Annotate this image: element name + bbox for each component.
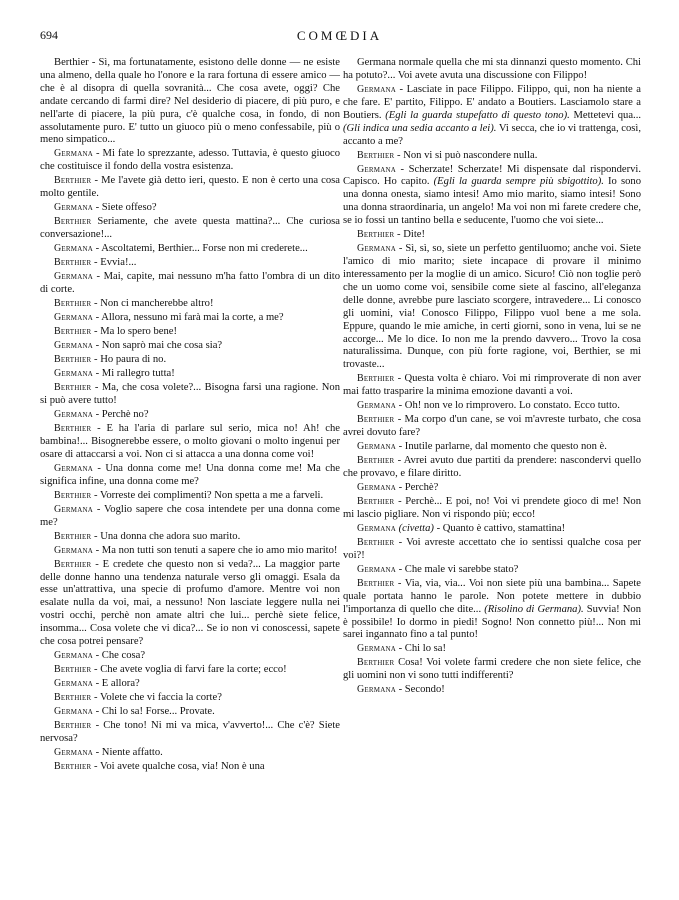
dialogue-paragraph	[40, 340, 340, 353]
dialogue-paragraph	[343, 229, 641, 242]
speaker-name: Berthier	[54, 692, 92, 704]
speaker-name: Germana	[357, 563, 396, 575]
dialogue-paragraph	[40, 298, 340, 311]
speaker-name: Berthier	[357, 149, 395, 161]
dialogue-text: - E allora?	[92, 678, 140, 690]
dialogue-text: - Inutile parlarne, dal momento che questo non è.	[395, 441, 607, 453]
speaker-name: Germana	[357, 163, 396, 175]
dialogue-paragraph	[40, 545, 340, 558]
dialogue-text: - Lasciate in pace Filippo. Filippo, qui, non ha niente a che fare. E' partito, Filippo. E' andato a Boutiers. Lasciamolo stare a Boutiers.	[343, 83, 641, 121]
dialogue-text: - Non saprò mai che cosa sia?	[92, 340, 223, 352]
dialogue-text: - Non ci mancherebbe altro!	[91, 298, 214, 310]
right-text-column	[343, 57, 641, 698]
dialogue-text: - Chi lo sa!	[395, 643, 446, 655]
dialogue-text: Cosa! Voi volete farmi credere che non siete felice, che gli uomini non vi sono tutti indifferenti?	[343, 657, 641, 682]
dialogue-paragraph	[40, 761, 340, 774]
dialogue-text: - Mai, capite, mai nessuno m'ha fatto l'ombra di un dito di corte.	[40, 271, 340, 296]
dialogue-text: - Vorreste dei complimenti? Non spetta a me a farveli.	[91, 489, 324, 501]
dialogue-text: - Non vi si può nascondere nulla.	[394, 149, 538, 161]
dialogue-text: - Una donna come me! Una donna come me! Ma che significa infine, una donna come me?	[40, 462, 340, 487]
speaker-name: Berthier	[54, 760, 92, 772]
speaker-name: Germana	[357, 243, 396, 255]
speaker-name: Berthier	[54, 298, 92, 310]
dialogue-text: - Siete offeso?	[92, 202, 157, 214]
dialogue-paragraph	[343, 243, 641, 372]
speaker-name: Berthier	[54, 216, 92, 228]
speaker-name: Germana	[54, 462, 93, 474]
speaker-name: Germana	[357, 684, 396, 696]
dialogue-text: - Perchè?	[395, 482, 439, 494]
dialogue-paragraph	[343, 441, 641, 454]
speaker-name: Berthier	[357, 577, 395, 589]
dialogue-text: - Avrei avuto due partiti da prendere: nascondervi quello che provavo, e filare diritto.	[343, 455, 641, 480]
dialogue-text: - Via, via, via... Voi non siete più una bambina... Sapete quale portata hanno le parole. Non potete mettere in dubbio l'importanza di quello che dite...	[343, 577, 641, 615]
dialogue-paragraph	[40, 368, 340, 381]
running-title: COMŒDIA	[296, 28, 383, 43]
stage-direction: (Egli la guarda sempre più sbigottito).	[433, 176, 604, 188]
speaker-name: Germana	[54, 148, 93, 160]
dialogue-paragraph	[40, 57, 340, 147]
dialogue-text: - Questa volta è chiaro. Voi mi rimproverate di non aver mai fatto trasparire la minima emozione davanti a voi.	[343, 373, 641, 398]
dialogue-paragraph	[343, 537, 641, 563]
speaker-name: Berthier	[54, 720, 92, 732]
dialogue-text: - Una donna che adora suo marito.	[91, 530, 241, 542]
dialogue-text: Vi secca, che io vi trattenga, così, accanto a me?	[343, 122, 641, 147]
speaker-name: Berthier	[54, 175, 92, 187]
dialogue-text: - Voi avreste accettato che io sentissi qualche cosa per voi?!	[343, 536, 641, 561]
dialogue-paragraph	[40, 202, 340, 215]
speaker-name: Germana	[54, 678, 93, 690]
dialogue-paragraph	[40, 257, 340, 270]
dialogue-paragraph	[40, 706, 340, 719]
speaker-name: Berthier	[54, 326, 92, 338]
dialogue-paragraph	[40, 531, 340, 544]
speaker-name: Berthier	[54, 422, 92, 434]
dialogue-paragraph	[343, 482, 641, 495]
speaker-name: Berthier	[54, 664, 92, 676]
dialogue-paragraph	[40, 354, 340, 367]
dialogue-paragraph	[40, 382, 340, 408]
dialogue-text: - Ho paura di no.	[91, 354, 167, 366]
dialogue-text: Suvvia! Non è possibile! Io dormo in piedi! Sogno! Non connetto più!... Non mi sarei ingannato fino a tal punto!	[343, 603, 642, 641]
dialogue-paragraph	[40, 175, 340, 201]
speaker-name: Berthier	[54, 558, 92, 570]
dialogue-text: - Voi avete qualche cosa, via! Non è una	[91, 760, 265, 772]
dialogue-paragraph	[343, 578, 641, 643]
speaker-name: Germana	[357, 643, 396, 655]
dialogue-paragraph	[40, 490, 340, 503]
dialogue-text: - Che male vi sarebbe stato?	[395, 563, 519, 575]
speaker-name: Berthier	[54, 382, 92, 394]
dialogue-text: - Che avete voglia di farvi fare la corte; ecco!	[91, 664, 287, 676]
dialogue-text: Io sono una donna onesta, siamo intesi! Amo mio marito, siamo intesi! Sono una donna straordinaria, un angelo! Ma voi non mi farete credere che, se io fossi un tantino bella e seducente, l'uomo che voi siete...	[343, 176, 641, 227]
dialogue-paragraph	[343, 564, 641, 577]
speaker-name: Berthier	[54, 354, 92, 366]
speaker-name: Germana	[54, 243, 93, 255]
dialogue-text: - Me l'avete già detto ieri, questo. E non è certo una cosa molto gentile.	[40, 175, 340, 200]
dialogue-text: Germana normale quella che mi sta dinnanzi questo momento. Chi ha potuto?... Voi avete avuta una discussione con Filippo!	[343, 57, 641, 81]
speaker-name: Germana	[54, 746, 93, 758]
dialogue-text: - Scherzate! Scherzate! Mi dispensate dal rispondervi. Capisco. Ho capito.	[343, 163, 641, 188]
dialogue-text: - Niente affatto.	[92, 746, 163, 758]
speaker-name: Berthier	[357, 536, 395, 548]
dialogue-paragraph	[40, 326, 340, 339]
dialogue-paragraph	[40, 243, 340, 256]
speaker-name: Germana	[54, 544, 93, 556]
dialogue-paragraph	[343, 684, 641, 697]
dialogue-paragraph	[40, 720, 340, 746]
dialogue-paragraph	[40, 148, 340, 174]
dialogue-paragraph	[40, 664, 340, 677]
dialogue-text: - Volete che vi faccia la corte?	[91, 692, 222, 704]
dialogue-text: - Ascoltatemi, Berthier... Forse non mi crederete...	[92, 243, 308, 255]
speaker-name: Germana	[357, 482, 396, 494]
dialogue-text: - Quanto è cattivo, stamattina!	[433, 522, 566, 534]
dialogue-paragraph	[343, 373, 641, 399]
dialogue-paragraph	[343, 496, 641, 522]
dialogue-text: - Sì, sì, so, siete un perfetto gentiluomo; anche voi. Siete l'amico di mio marito; siete incapace di provare il minimo interessamento per la moglie di un amico. Sicuro! Ciò non toglie però che un uomo come voi, sensibile come siete al fascino, all'eleganza delle donne, avrebbe pure lasciato scorgere, intravedere... Li conosco gli uomini, via! Conosco Filippo, Filippo vuol bene a me sola. Eppure, quando le mie amiche, in certi giorni, sono in vena, lui se ne accorge... Me lo dice. Io non me la prendo davvero... Trovo la cosa naturalissima. Dunque, con più forte ragione, voi, Berthier, se mi trovaste...	[343, 243, 641, 371]
dialogue-paragraph	[40, 747, 340, 760]
speaker-name: Berthier	[357, 455, 395, 467]
dialogue-text: - E credete che questo non si veda?... La maggior parte delle donne hanno una tendenza naturale verso gli omaggi. Esala da esse un'attrattiva, una specie di profumo d'amore. Mentre voi non esalate nulla da voi, mai, a nessuno! Non lasciate leggere nulla nei vostri occhi, perchè non amate altri che lui... perchè siete felice, insomma... Cosa volete che vi dica?... Se io non vi conoscessi, sapete che cosa potrei pensare?	[40, 558, 340, 648]
left-text-column	[40, 57, 340, 775]
dialogue-text: - Allora, nessuno mi farà mai la corte, a me?	[92, 312, 284, 324]
dialogue-text: - Mi rallegro tutta!	[92, 368, 175, 380]
dialogue-paragraph	[40, 678, 340, 691]
dialogue-paragraph	[40, 423, 340, 462]
page-header	[40, 28, 639, 48]
dialogue-paragraph	[40, 559, 340, 649]
dialogue-text: - Secondo!	[395, 684, 445, 696]
page-number: 694	[40, 28, 58, 42]
dialogue-text: Berthier - Sì, ma fortunatamente, esistono delle donne — ne esiste una almeno, della quale ho l'onore e la rara fortuna di essere amico — che è al disopra di quella sovranità... Che cosa avete, oggi? Che andate cercando di farmi dire? Nel desiderio di piacere, di più puro, e nell'arte di piacere, la più pura, c'è qualche cosa, in fondo, di non assolutamente puro. E' tutto un giuoco più o meno confessabile, più o meno simpatico...	[40, 57, 340, 146]
dialogue-text: - Evvia!...	[91, 257, 137, 269]
speaker-name: Germana	[54, 503, 93, 515]
speaker-name: Berthier	[357, 414, 395, 426]
dialogue-text: - Ma non tutti son tenuti a sapere che io amo mio marito!	[92, 544, 338, 556]
stage-direction: (Risolino di Germana).	[484, 603, 584, 615]
speaker-name: Germana	[54, 408, 93, 420]
speaker-name: Berthier	[357, 229, 395, 241]
dialogue-text: - E ha l'aria di parlare sul serio, mica no! Ah! che bambina!... Bisognerebbe essere, o molto giovani o molto ingenui per osare di attaccarsi a voi. Non ci si attacca a una donna come voi!	[40, 422, 340, 460]
dialogue-paragraph	[343, 657, 641, 683]
dialogue-paragraph	[343, 164, 641, 229]
speaker-name: Germana	[357, 441, 396, 453]
dialogue-paragraph	[40, 271, 340, 297]
dialogue-text: - Che cosa?	[92, 650, 146, 662]
dialogue-paragraph	[40, 409, 340, 422]
dialogue-paragraph	[40, 463, 340, 489]
speaker-name: Berthier	[54, 257, 92, 269]
dialogue-paragraph	[343, 643, 641, 656]
speaker-name: Germana	[357, 83, 396, 95]
speaker-name: Germana	[357, 400, 396, 412]
speaker-name: Berthier	[357, 496, 395, 508]
dialogue-text: - Oh! non ve lo rimprovero. Lo constato. Ecco tutto.	[395, 400, 620, 412]
speaker-name: Berthier	[357, 373, 395, 385]
dialogue-paragraph	[40, 692, 340, 705]
dialogue-text: - Perchè no?	[92, 408, 149, 420]
stage-direction: (Gli indica una sedia accanto a lei).	[343, 122, 497, 134]
stage-direction: (Egli la guarda stupefatto di questo tono).	[385, 109, 570, 121]
dialogue-paragraph	[343, 523, 641, 536]
dialogue-text: Mettetevi qua...	[569, 109, 641, 121]
dialogue-text: - Che tono! Ni mi va mica, v'avverto!... Che c'è? Siete nervosa?	[40, 720, 340, 744]
speaker-name: Germana	[54, 368, 93, 380]
speaker-name: Berthier	[54, 530, 92, 542]
dialogue-paragraph	[343, 84, 641, 149]
dialogue-text: Seriamente, che avete questa mattina?... Che curiosa conversazione!...	[40, 216, 340, 241]
dialogue-text: - Mi fate lo sprezzante, adesso. Tuttavia, è questo giuoco che costituisce il fondo della vostra esistenza.	[40, 148, 340, 173]
speaker-name: Germana	[54, 312, 93, 324]
dialogue-paragraph	[40, 312, 340, 325]
dialogue-paragraph	[343, 150, 641, 163]
dialogue-text: - Perchè... E poi, no! Voi vi prendete gioco di me! Non mi lascio pigliare. Non vi rispondo più; ecco!	[343, 496, 641, 520]
stage-direction: (civetta)	[398, 522, 434, 534]
dialogue-text: - Ma lo spero bene!	[91, 326, 178, 338]
dialogue-text: - Chi lo sa! Forse... Provate.	[92, 706, 215, 718]
speaker-name: Germana	[357, 522, 396, 534]
dialogue-paragraph	[343, 57, 641, 83]
dialogue-paragraph	[40, 650, 340, 663]
dialogue-text: - Ma corpo d'un cane, se voi m'avreste turbato, che cosa avrei dovuto fare?	[343, 414, 641, 439]
speaker-name: Berthier	[54, 489, 92, 501]
dialogue-text: - Dite!	[394, 229, 425, 241]
dialogue-text: - Voglio sapere che cosa intendete per una donna come me?	[40, 503, 340, 528]
speaker-name: Germana	[54, 706, 93, 718]
dialogue-paragraph	[40, 216, 340, 242]
speaker-name: Germana	[54, 650, 93, 662]
speaker-name: Germana	[54, 340, 93, 352]
speaker-name: Berthier	[357, 657, 395, 669]
dialogue-paragraph	[343, 400, 641, 413]
speaker-name: Germana	[54, 202, 93, 214]
dialogue-paragraph	[343, 414, 641, 440]
dialogue-paragraph	[343, 455, 641, 481]
speaker-name: Germana	[54, 271, 93, 283]
dialogue-text: - Ma, che cosa volete?... Bisogna farsi una ragione. Non si può avere tutto!	[40, 382, 340, 406]
dialogue-paragraph	[40, 504, 340, 530]
